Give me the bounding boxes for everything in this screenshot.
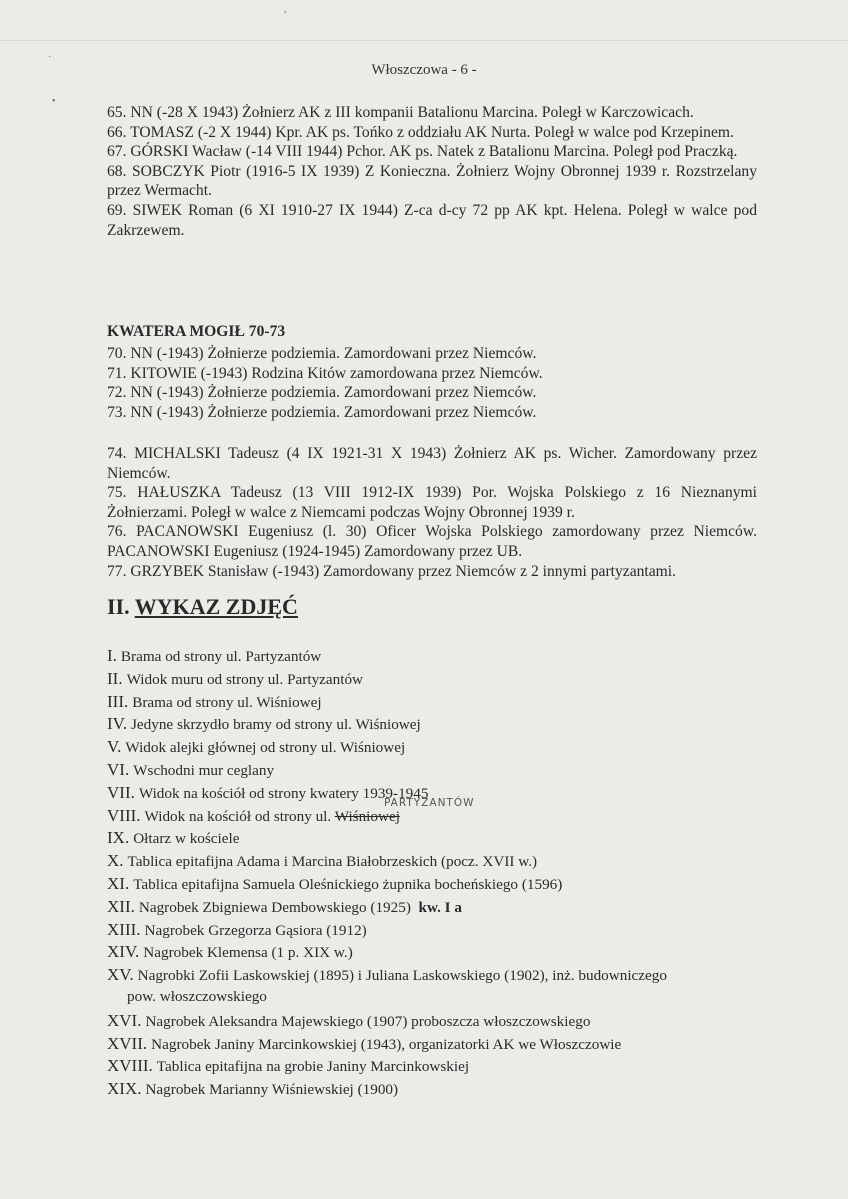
- section-number: II.: [107, 594, 130, 619]
- handwritten-correction: PARTYZANTÓW: [384, 797, 475, 809]
- scan-edge-line: [0, 40, 848, 41]
- photo-list: [107, 646, 767, 1102]
- photo-item: IV. Jedyne skrzydło bramy od strony ul. Wiśniowej: [107, 714, 421, 734]
- photo-item: XIII. Nagrobek Grzegorza Gąsiora (1912): [107, 919, 367, 939]
- photo-item: IX. Ołtarz w kościele: [107, 828, 240, 848]
- entry-77: 77. GRZYBEK Stanisław (-1943) Zamordowany przez Niemców z 2 innymi partyzantami.: [107, 562, 677, 580]
- entry-65: 65. NN (-28 X 1943) Żołnierz AK z III kompanii Batalionu Marcina. Poległ w Karczowicach.: [107, 104, 694, 121]
- entry-72: 72. NN (-1943) Żołnierze podziemia. Zamordowani przez Niemców.: [107, 384, 537, 402]
- scan-speck: ,: [284, 4, 287, 15]
- photo-item: II. Widok muru od strony ul. Partyzantów: [107, 668, 364, 688]
- entry-76: 76. PACANOWSKI Eugeniusz (l. 30) Oficer Wojska Polskiego zamordowany przez Niemców. PACANOWSKI Eugeniusz (1924-1945) Zamordowany przez UB.: [107, 523, 757, 560]
- entry-66: 66. TOMASZ (-2 X 1944) Kpr. AK ps. Tońko z oddziału AK Nurta. Poległ w walce pod Krzepinem.: [107, 123, 734, 141]
- photo-item: XVII. Nagrobek Janiny Marcinkowskiej (1943), organizatorki AK we Włoszczowie: [107, 1033, 622, 1053]
- entries-block-b: [107, 344, 757, 422]
- section-label: WYKAZ ZDJĘĆ: [134, 594, 298, 619]
- entry-73: 73. NN (-1943) Żołnierze podziemia. Zamordowani przez Niemców.: [107, 403, 537, 421]
- photo-item: XVI. Nagrobek Aleksandra Majewskiego (1907) proboszcza włoszczowskiego: [107, 1010, 591, 1030]
- photo-item: III. Brama od strony ul. Wiśniowej: [107, 691, 322, 711]
- page-header: Włoszczowa - 6 -: [371, 62, 477, 78]
- bold-note: kw. I a: [418, 898, 462, 916]
- photo-item: I. Brama od strony ul. Partyzantów: [107, 646, 322, 665]
- photo-item: XIV. Nagrobek Klemensa (1 p. XIX w.): [107, 942, 353, 962]
- photo-item: VII. Widok na kościół od strony kwatery 1939-1945: [107, 782, 429, 802]
- photo-item: VI. Wschodni mur ceglany: [107, 759, 275, 779]
- photo-item: XI. Tablica epitafijna Samuela Oleśnickiego żupnika bocheńskiego (1596): [107, 873, 563, 893]
- photo-item: V. Widok alejki głównej od strony ul. Wiśniowej: [107, 737, 406, 757]
- struck-text: Wiśniowej: [334, 807, 400, 825]
- photo-item-continuation: pow. włoszczowskiego: [127, 987, 267, 1005]
- photo-item: XVIII. Tablica epitafijna na grobie Janiny Marcinkowskiej: [107, 1056, 470, 1076]
- kwatera-heading: KWATERA MOGIŁ 70-73: [107, 323, 286, 340]
- entry-67: 67. GÓRSKI Wacław (-14 VIII 1944) Pchor. AK ps. Natek z Batalionu Marcina. Poległ pod Praczką.: [107, 143, 738, 161]
- entry-69: 69. SIWEK Roman (6 XI 1910-27 IX 1944) Z-ca d-cy 72 pp AK kpt. Helena. Poległ w walce pod Zakrzewem.: [107, 201, 757, 239]
- photo-item: X. Tablica epitafijna Adama i Marcina Białobrzeskich (pocz. XVII w.): [107, 851, 538, 871]
- entry-70: 70. NN (-1943) Żołnierze podziemia. Zamordowani przez Niemców.: [107, 345, 537, 362]
- entry-71: 71. KITOWIE (-1943) Rodzina Kitów zamordowana przez Niemców.: [107, 364, 543, 382]
- entries-block-c: [107, 444, 757, 581]
- scan-speck: •: [52, 96, 56, 107]
- entry-68: 68. SOBCZYK Piotr (1916-5 IX 1939) Z Konieczna. Żołnierz Wojny Obronnej 1939 r. Rozstrzelany przez Wermacht.: [107, 162, 757, 200]
- entries-block-a: [107, 103, 757, 240]
- section-title: [107, 594, 298, 620]
- scan-speck: ·: [48, 52, 52, 63]
- entry-75: 75. HAŁUSZKA Tadeusz (13 VIII 1912-IX 1939) Por. Wojska Polskiego z 16 Nieznanymi Żołnierzami. Poległ w walce z Niemcami podczas Wojny Obronnej 1939 r.: [107, 484, 757, 521]
- entry-74: 74. MICHALSKI Tadeusz (4 IX 1921-31 X 1943) Żołnierz AK ps. Wicher. Zamordowany przez Niemców.: [107, 445, 757, 482]
- photo-item: XIX. Nagrobek Marianny Wiśniewskiej (1900): [107, 1079, 399, 1099]
- photo-item: XV. Nagrobki Zofii Laskowskiej (1895) i Juliana Laskowskiego (1902), inż. budowniczego: [107, 965, 667, 985]
- photo-item: XII. Nagrobek Zbigniewa Dembowskiego (1925) kw. I a: [107, 896, 462, 916]
- photo-item: VIII. Widok na kościół od strony ul. Wiśniowej: [107, 805, 400, 825]
